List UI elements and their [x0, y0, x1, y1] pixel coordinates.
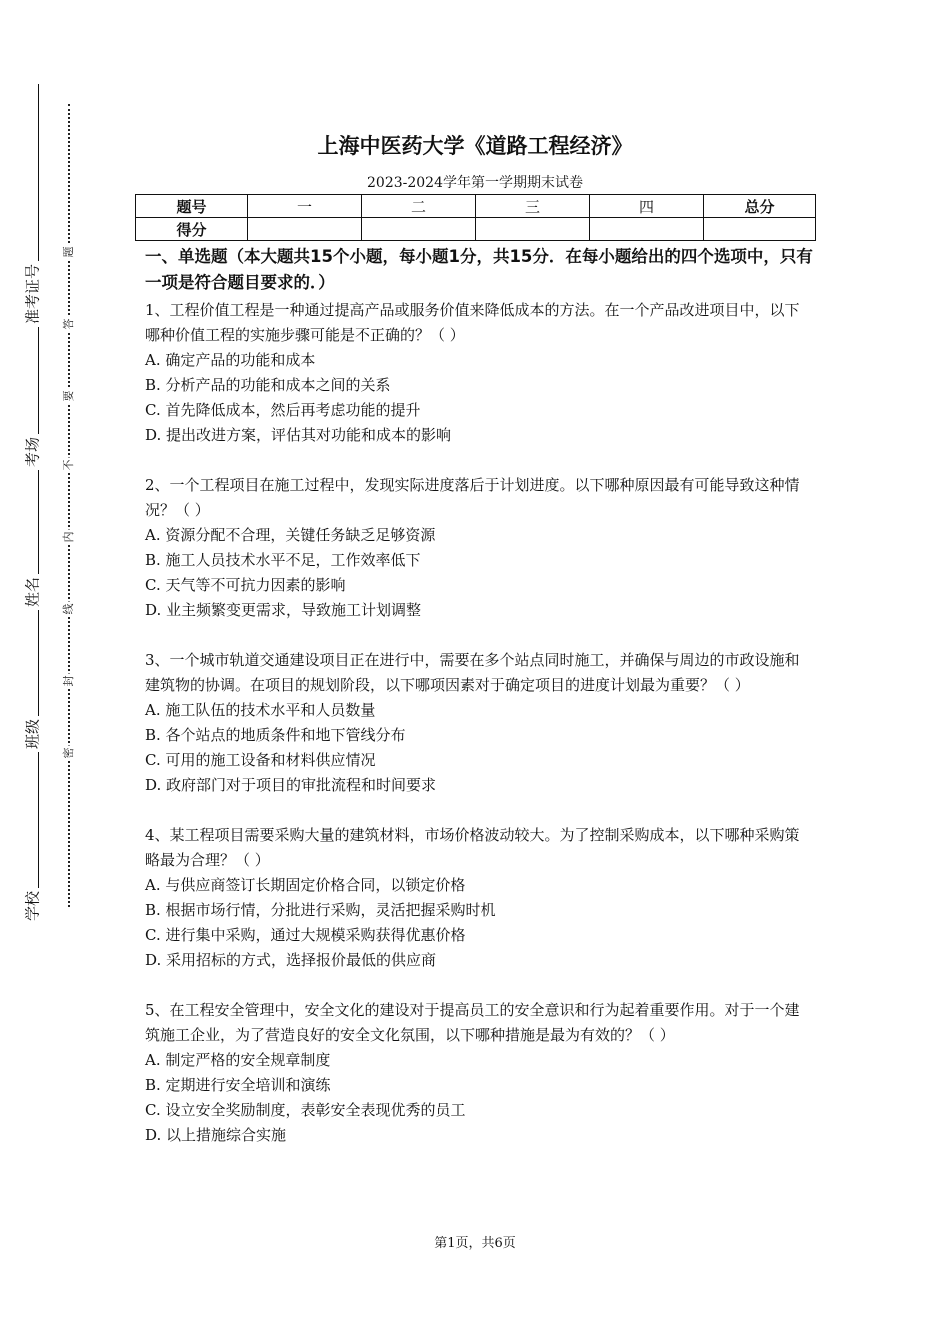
score-input-cell[interactable] [248, 218, 362, 241]
score-header-cell: 四 [590, 195, 704, 218]
option-d: D. 政府部门对于项目的审批流程和时间要求 [145, 776, 437, 794]
binding-line [38, 84, 39, 922]
question-2 [145, 473, 813, 623]
margin-field-class: 班级 [22, 716, 43, 752]
exam-content [145, 244, 813, 1173]
seal-char: 题 [62, 246, 75, 258]
option-a: A. 施工队伍的技术水平和人员数量 [145, 701, 376, 719]
option-b: B. 施工人员技术水平不足，工作效率低下 [145, 551, 421, 569]
score-header-cell: 题号 [136, 195, 248, 218]
margin-field-name: 姓名 [22, 574, 43, 610]
score-input-cell[interactable] [590, 218, 704, 241]
score-header-cell: 三 [476, 195, 590, 218]
option-a: A. 资源分配不合理，关键任务缺乏足够资源 [145, 526, 436, 544]
margin-field-exam-id: 准考证号 [22, 261, 43, 327]
question-3 [145, 648, 813, 798]
option-b: B. 定期进行安全培训和演练 [145, 1076, 331, 1094]
question-1 [145, 298, 813, 448]
score-input-cell[interactable] [704, 218, 816, 241]
option-c: C. 天气等不可抗力因素的影响 [145, 576, 346, 594]
score-header-cell: 总分 [704, 195, 816, 218]
score-table-header-row [136, 195, 816, 218]
seal-char: 线 [62, 603, 75, 615]
seal-char: 内 [62, 531, 75, 543]
score-table-score-row [136, 218, 816, 241]
margin-field-exam-room: 考场 [22, 434, 43, 470]
question-text: 3、一个城市轨道交通建设项目正在进行中，需要在多个站点同时施工，并确保与周边的市政设施和建筑物的协调。在项目的规划阶段，以下哪项因素对于确定项目的进度计划最为重要？（ ） [145, 651, 800, 694]
option-d: D. 以上措施综合实施 [145, 1126, 287, 1144]
page-footer: 第1页，共6页 [434, 1236, 516, 1251]
option-b: B. 分析产品的功能和成本之间的关系 [145, 376, 391, 394]
option-d: D. 提出改进方案，评估其对功能和成本的影响 [145, 426, 452, 444]
question-4 [145, 823, 813, 973]
option-c: C. 可用的施工设备和材料供应情况 [145, 751, 376, 769]
margin-field-school: 学校 [22, 888, 43, 924]
seal-dotted-line [68, 104, 70, 907]
section-title: 一、单选题（本大题共15个小题，每小题1分，共15分．在每小题给出的四个选项中，只有一项是符合题目要求的．） [145, 247, 813, 292]
option-a: A. 与供应商签订长期固定价格合同，以锁定价格 [145, 876, 466, 894]
seal-char: 不 [62, 459, 75, 471]
option-d: D. 业主频繁变更需求，导致施工计划调整 [145, 601, 422, 619]
score-table [135, 194, 816, 241]
option-d: D. 采用招标的方式，选择报价最低的供应商 [145, 951, 437, 969]
seal-char: 要 [62, 390, 75, 402]
option-c: C. 进行集中采购，通过大规模采购获得优惠价格 [145, 926, 466, 944]
question-text: 5、在工程安全管理中，安全文化的建设对于提高员工的安全意识和行为起着重要作用。对于一个建筑施工企业，为了营造良好的安全文化氛围，以下哪种措施是最为有效的？（ ） [145, 1001, 800, 1044]
exam-subtitle: 2023-2024学年第一学期期末试卷 [367, 175, 583, 191]
score-input-cell[interactable] [476, 218, 590, 241]
option-b: B. 根据市场行情，分批进行采购，灵活把握采购时机 [145, 901, 496, 919]
question-5 [145, 998, 813, 1148]
score-header-cell: 二 [362, 195, 476, 218]
option-a: A. 制定严格的安全规章制度 [145, 1051, 331, 1069]
question-text: 2、一个工程项目在施工过程中，发现实际进度落后于计划进度。以下哪种原因最有可能导致这种情况？（ ） [145, 476, 800, 519]
option-c: C. 设立安全奖励制度，表彰安全表现优秀的员工 [145, 1101, 466, 1119]
score-header-cell: 一 [248, 195, 362, 218]
score-label-cell: 得分 [136, 218, 248, 241]
option-c: C. 首先降低成本，然后再考虑功能的提升 [145, 401, 421, 419]
question-text: 4、某工程项目需要采购大量的建筑材料，市场价格波动较大。为了控制采购成本，以下哪种采购策略最为合理？（ ） [145, 826, 800, 869]
seal-char: 密 [62, 747, 75, 759]
seal-char: 答 [62, 318, 75, 330]
seal-char: 封 [62, 675, 75, 687]
exam-title: 上海中医药大学《道路工程经济》 [317, 134, 633, 158]
score-input-cell[interactable] [362, 218, 476, 241]
option-a: A. 确定产品的功能和成本 [145, 351, 316, 369]
question-text: 1、工程价值工程是一种通过提高产品或服务价值来降低成本的方法。在一个产品改进项目中，以下哪种价值工程的实施步骤可能是不正确的？（ ） [145, 301, 800, 344]
option-b: B. 各个站点的地质条件和地下管线分布 [145, 726, 406, 744]
